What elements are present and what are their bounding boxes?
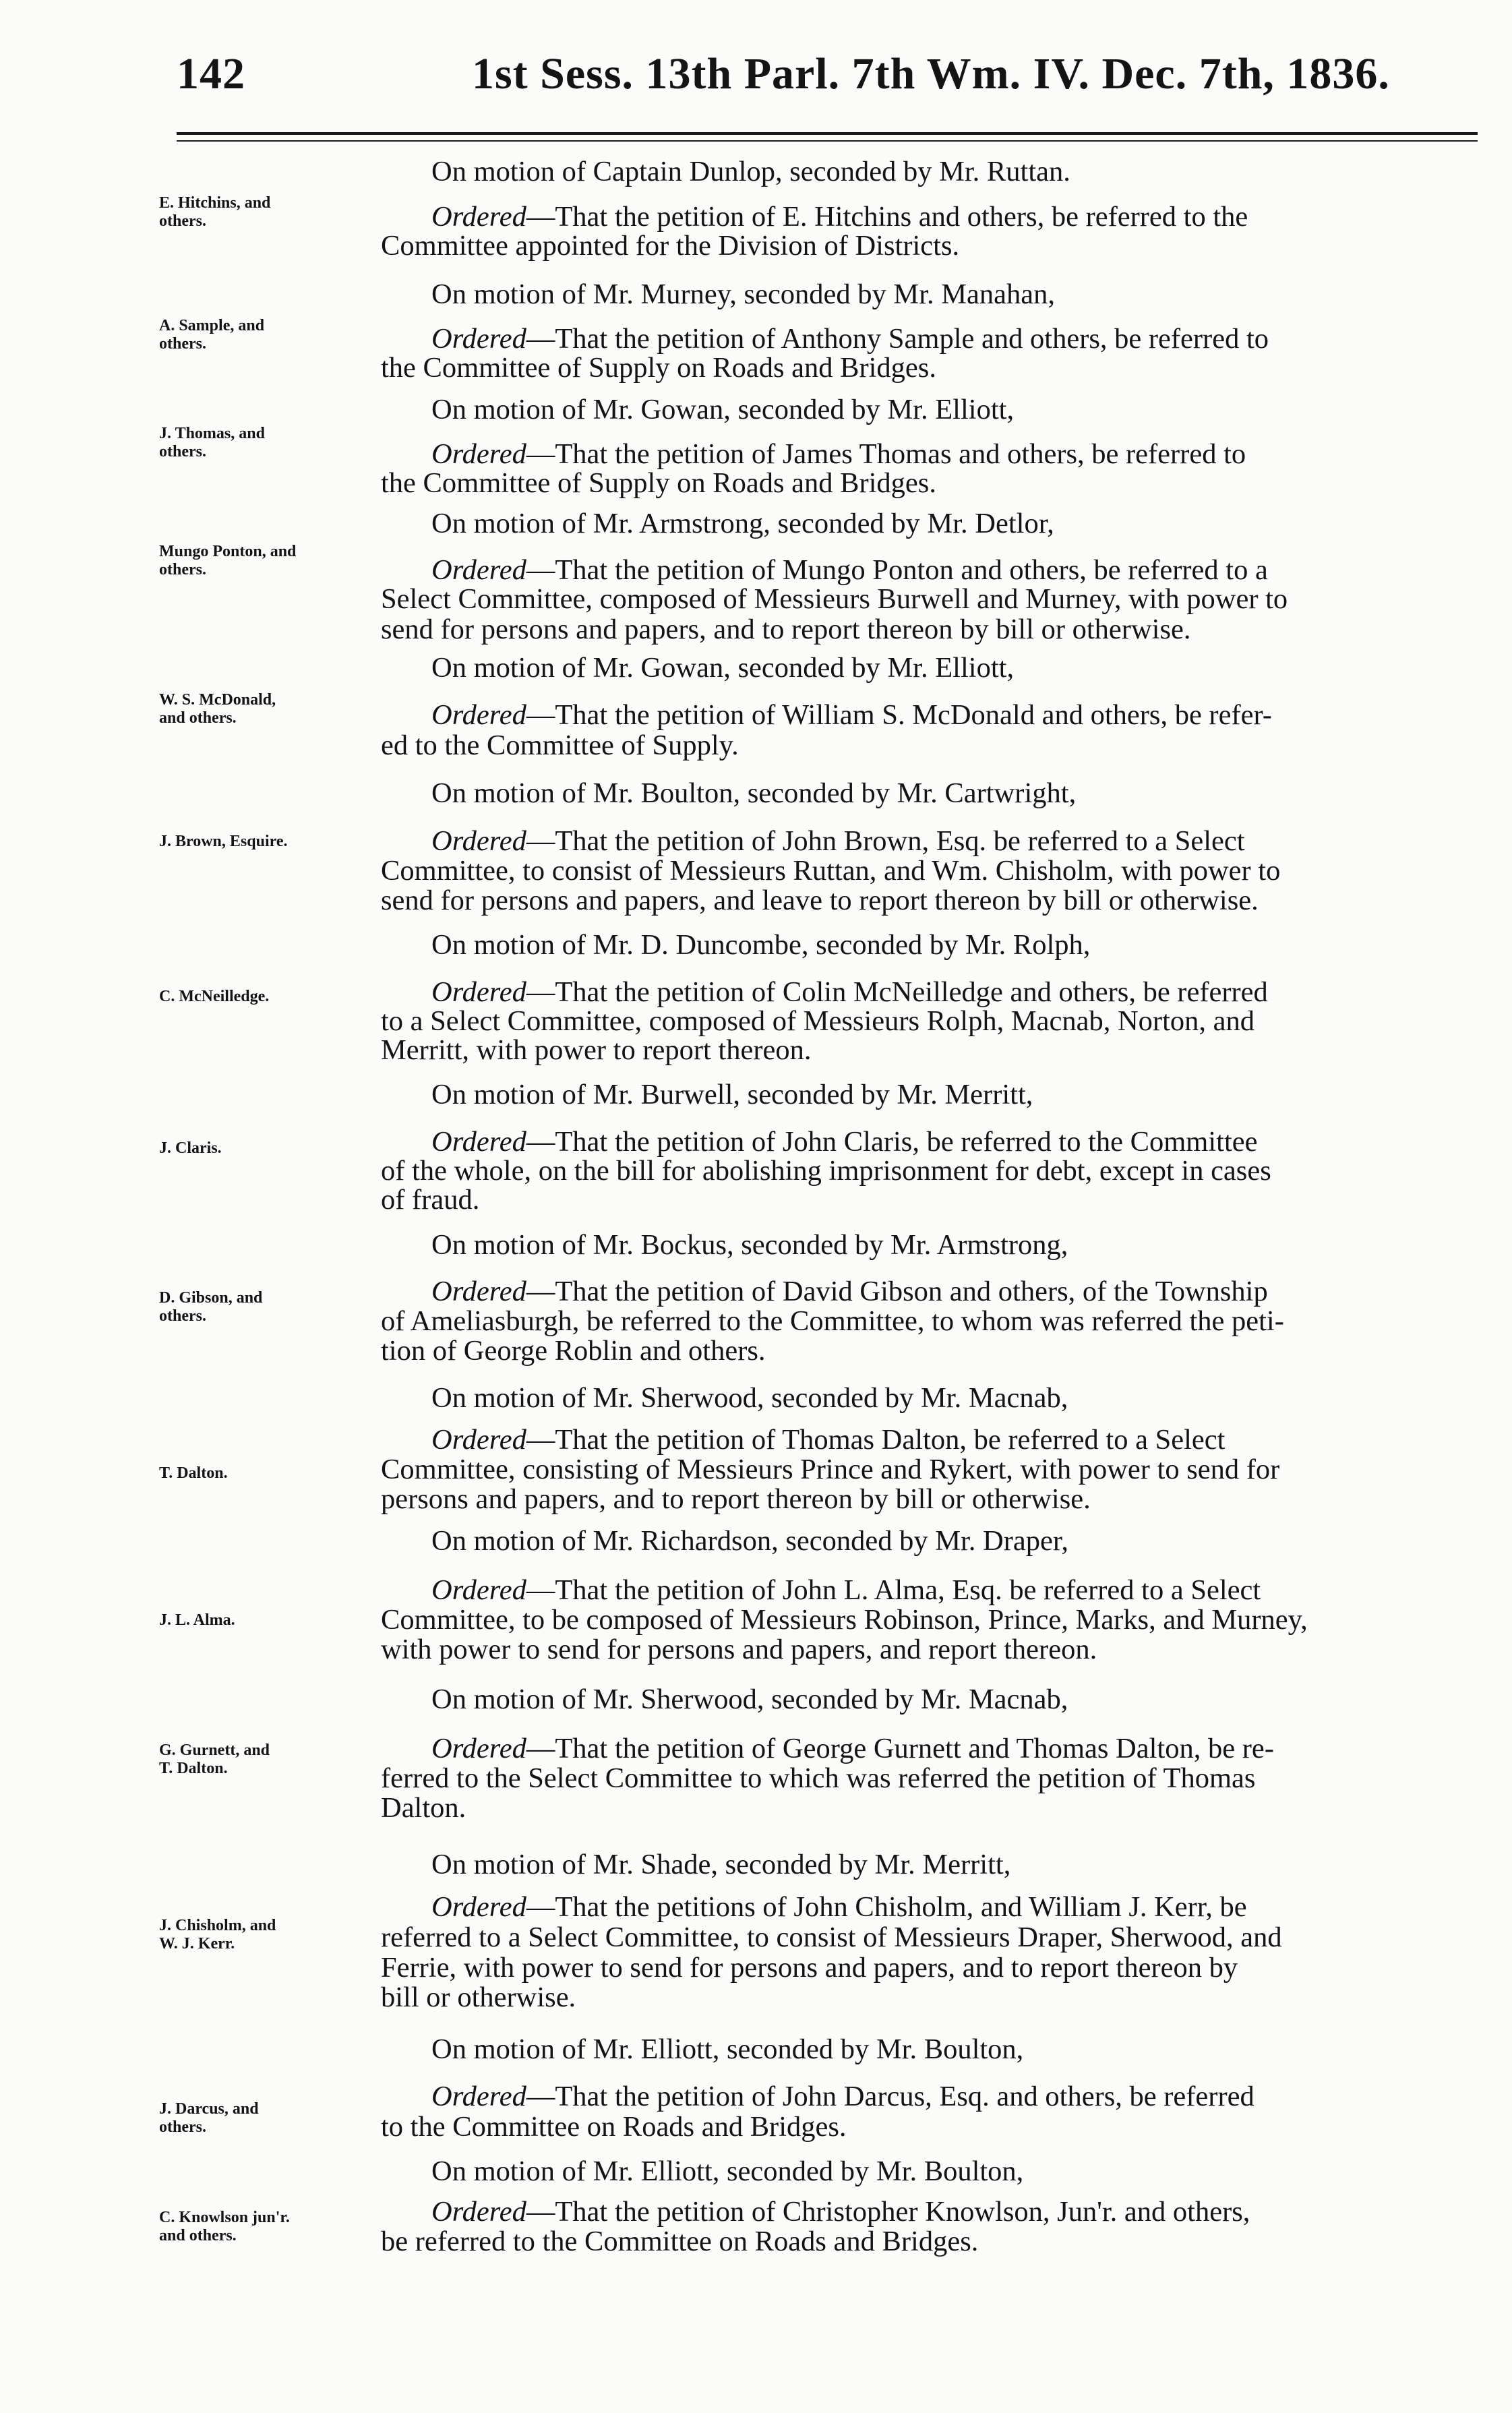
margin-note: W. S. McDonald, and others. bbox=[159, 691, 276, 727]
ordered-line: Ordered—That the petition of John Brown, Esq. be referred to a Select bbox=[431, 825, 1245, 857]
continuation-line: of fraud. bbox=[381, 1184, 480, 1216]
margin-note: G. Gurnett, and T. Dalton. bbox=[159, 1741, 270, 1777]
page-number: 142 bbox=[177, 49, 245, 98]
margin-note: J. Chisholm, and W. J. Kerr. bbox=[159, 1917, 276, 1953]
motion-line: On motion of Mr. Armstrong, seconded by Mr. Detlor, bbox=[431, 508, 1054, 539]
ordered-line: Ordered—That the petition of Thomas Dalton, be referred to a Select bbox=[431, 1424, 1226, 1456]
ordered-line: Ordered—That the petition of David Gibson and others, of the Township bbox=[431, 1276, 1268, 1307]
continuation-line: send for persons and papers, and to report thereon by bill or otherwise. bbox=[381, 614, 1191, 645]
motion-line: On motion of Mr. Sherwood, seconded by Mr. Macnab, bbox=[431, 1382, 1068, 1414]
margin-note: J. L. Alma. bbox=[159, 1611, 235, 1629]
margin-note: E. Hitchins, and others. bbox=[159, 194, 271, 230]
motion-line: On motion of Mr. Murney, seconded by Mr. Manahan, bbox=[431, 278, 1056, 310]
running-head: 1st Sess. 13th Parl. 7th Wm. IV. Dec. 7th, 1836. bbox=[472, 49, 1390, 98]
motion-line: On motion of Mr. Gowan, seconded by Mr. Elliott, bbox=[431, 394, 1015, 425]
continuation-line: Committee, to consist of Messieurs Ruttan, and Wm. Chisholm, with power to bbox=[381, 855, 1281, 887]
ordered-line: Ordered—That the petition of John Claris, be referred to the Committee bbox=[431, 1126, 1258, 1158]
header-rule-thin bbox=[177, 140, 1478, 142]
continuation-line: to a Select Committee, composed of Messieurs Rolph, Macnab, Norton, and bbox=[381, 1005, 1255, 1037]
margin-note: J. Thomas, and others. bbox=[159, 425, 265, 460]
continuation-line: Merritt, with power to report thereon. bbox=[381, 1034, 812, 1066]
ordered-line: Ordered—That the petition of John Darcus, Esq. and others, be referred bbox=[431, 2081, 1254, 2112]
motion-line: On motion of Mr. Bockus, seconded by Mr. Armstrong, bbox=[431, 1229, 1068, 1261]
continuation-line: Committee appointed for the Division of Districts. bbox=[381, 230, 960, 262]
margin-note: J. Darcus, and others. bbox=[159, 2100, 259, 2136]
continuation-line: with power to send for persons and papers, and report thereon. bbox=[381, 1634, 1097, 1665]
ordered-line: Ordered—That the petition of Christopher Knowlson, Jun'r. and others, bbox=[431, 2196, 1250, 2228]
ordered-line: Ordered—That the petition of Mungo Ponton and others, be referred to a bbox=[431, 554, 1268, 586]
continuation-line: bill or otherwise. bbox=[381, 1982, 576, 2013]
continuation-line: the Committee of Supply on Roads and Bridges. bbox=[381, 352, 936, 384]
continuation-line: send for persons and papers, and leave to report thereon by bill or otherwise. bbox=[381, 885, 1259, 916]
margin-note: J. Claris. bbox=[159, 1139, 222, 1157]
continuation-line: the Committee of Supply on Roads and Bridges. bbox=[381, 467, 936, 499]
margin-note: J. Brown, Esquire. bbox=[159, 833, 288, 850]
motion-line: On motion of Captain Dunlop, seconded by Mr. Ruttan. bbox=[431, 156, 1070, 187]
continuation-line: tion of George Roblin and others. bbox=[381, 1335, 766, 1367]
ordered-line: Ordered—That the petition of George Gurnett and Thomas Dalton, be re- bbox=[431, 1733, 1274, 1764]
continuation-line: persons and papers, and to report thereon by bill or otherwise. bbox=[381, 1483, 1091, 1515]
motion-line: On motion of Mr. Burwell, seconded by Mr. Merritt, bbox=[431, 1079, 1033, 1110]
continuation-line: Ferrie, with power to send for persons and papers, and to report thereon by bbox=[381, 1952, 1238, 1984]
margin-note: A. Sample, and others. bbox=[159, 317, 265, 353]
continuation-line: ed to the Committee of Supply. bbox=[381, 729, 739, 761]
header-rule-thick bbox=[177, 132, 1478, 135]
continuation-line: Select Committee, composed of Messieurs Burwell and Murney, with power to bbox=[381, 583, 1288, 615]
margin-note: Mungo Ponton, and others. bbox=[159, 543, 297, 578]
motion-line: On motion of Mr. Sherwood, seconded by Mr. Macnab, bbox=[431, 1684, 1068, 1715]
ordered-line: Ordered—That the petition of James Thomas and others, be referred to bbox=[431, 438, 1246, 470]
continuation-line: Committee, consisting of Messieurs Prince and Rykert, with power to send for bbox=[381, 1454, 1280, 1485]
ordered-line: Ordered—That the petitions of John Chisholm, and William J. Kerr, be bbox=[431, 1891, 1247, 1923]
ordered-line: Ordered—That the petition of William S. McDonald and others, be refer- bbox=[431, 699, 1272, 731]
continuation-line: be referred to the Committee on Roads and Bridges. bbox=[381, 2226, 979, 2257]
margin-note: C. McNeilledge. bbox=[159, 988, 270, 1005]
motion-line: On motion of Mr. D. Duncombe, seconded by Mr. Rolph, bbox=[431, 929, 1091, 961]
motion-line: On motion of Mr. Richardson, seconded by Mr. Draper, bbox=[431, 1525, 1068, 1557]
motion-line: On motion of Mr. Elliott, seconded by Mr. Boulton, bbox=[431, 2155, 1024, 2187]
continuation-line: to the Committee on Roads and Bridges. bbox=[381, 2111, 847, 2143]
ordered-line: Ordered—That the petition of John L. Alma, Esq. be referred to a Select bbox=[431, 1574, 1261, 1606]
margin-note: T. Dalton. bbox=[159, 1464, 228, 1482]
ordered-line: Ordered—That the petition of E. Hitchins and others, be referred to the bbox=[431, 201, 1248, 233]
motion-line: On motion of Mr. Elliott, seconded by Mr. Boulton, bbox=[431, 2033, 1024, 2065]
margin-note: D. Gibson, and others. bbox=[159, 1289, 263, 1325]
continuation-line: of Ameliasburgh, be referred to the Committee, to whom was referred the peti- bbox=[381, 1305, 1284, 1337]
ordered-line: Ordered—That the petition of Colin McNeilledge and others, be referred bbox=[431, 976, 1268, 1008]
continuation-line: of the whole, on the bill for abolishing imprisonment for debt, except in cases bbox=[381, 1155, 1271, 1187]
motion-line: On motion of Mr. Gowan, seconded by Mr. Elliott, bbox=[431, 652, 1015, 684]
motion-line: On motion of Mr. Boulton, seconded by Mr. Cartwright, bbox=[431, 777, 1077, 809]
ordered-line: Ordered—That the petition of Anthony Sample and others, be referred to bbox=[431, 323, 1269, 355]
continuation-line: referred to a Select Committee, to consist of Messieurs Draper, Sherwood, and bbox=[381, 1922, 1282, 1953]
motion-line: On motion of Mr. Shade, seconded by Mr. Merritt, bbox=[431, 1849, 1011, 1880]
continuation-line: Dalton. bbox=[381, 1792, 466, 1824]
margin-note: C. Knowlson jun'r. and others. bbox=[159, 2209, 290, 2244]
continuation-line: ferred to the Select Committee to which was referred the petition of Thomas bbox=[381, 1762, 1256, 1794]
continuation-line: Committee, to be composed of Messieurs Robinson, Prince, Marks, and Murney, bbox=[381, 1604, 1308, 1636]
